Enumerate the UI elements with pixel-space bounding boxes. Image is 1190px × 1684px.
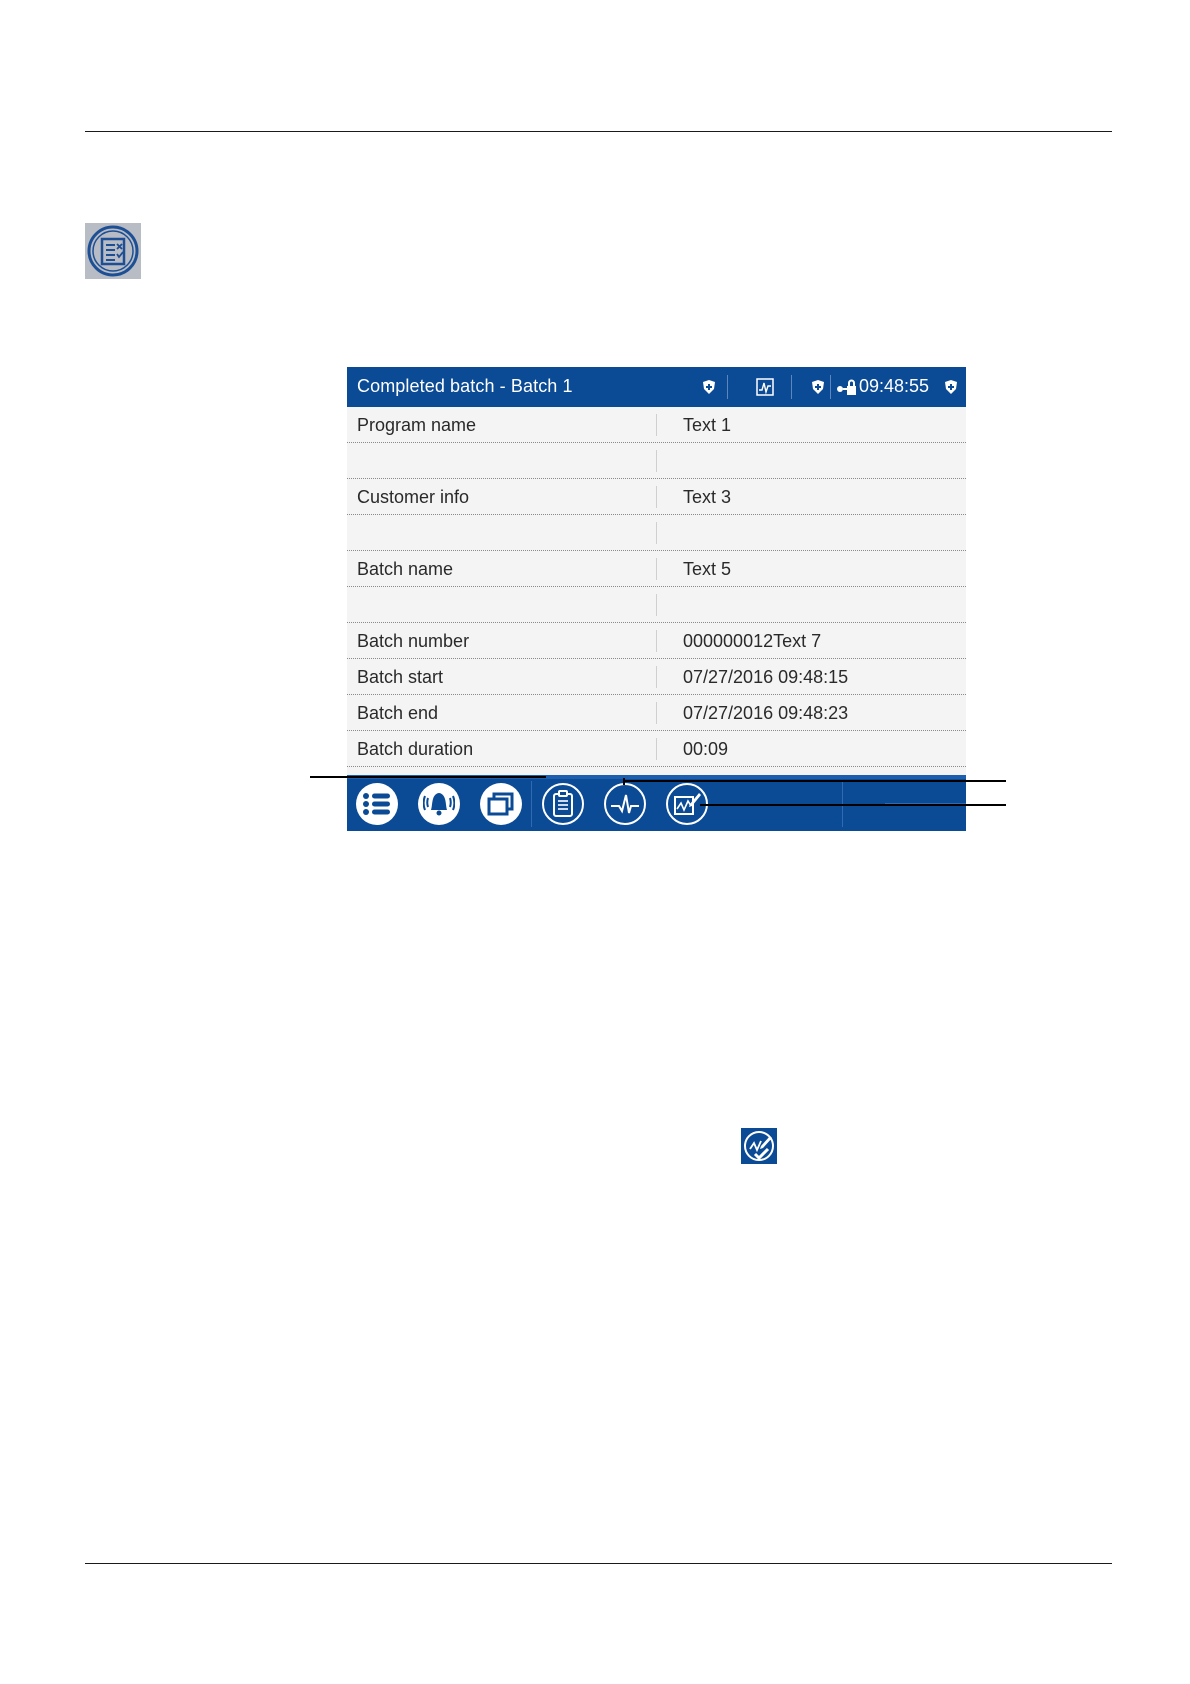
table-row [347, 659, 966, 695]
shield-plus-icon[interactable] [701, 367, 717, 407]
row-value: Text 5 [683, 559, 732, 579]
callout-line [623, 780, 1006, 782]
column-separator [656, 630, 657, 652]
column-separator [656, 702, 657, 724]
trend-icon[interactable] [755, 367, 775, 407]
clock: 09:48:55 [859, 376, 930, 396]
row-label: Batch start [357, 667, 444, 687]
footer-rule [85, 1563, 1112, 1564]
title-separator [791, 375, 792, 399]
row-value: 000000012Text 7 [683, 631, 822, 651]
user-lock-icon[interactable] [835, 367, 857, 407]
row-value: 00:09 [683, 739, 729, 759]
table-row [347, 731, 966, 767]
alarm-bell-icon[interactable] [418, 783, 460, 825]
row-value: 07/27/2016 09:48:15 [683, 667, 849, 687]
clipboard-icon[interactable] [542, 783, 584, 825]
row-label: Customer info [357, 487, 470, 507]
column-separator [656, 486, 657, 508]
table-row [347, 515, 966, 551]
shield-plus-icon[interactable] [943, 367, 959, 407]
row-label: Program name [357, 415, 477, 435]
shield-plus-icon[interactable] [810, 367, 826, 407]
table-row [347, 587, 966, 623]
row-value: 07/27/2016 09:48:23 [683, 703, 849, 723]
row-value: Text 3 [683, 487, 732, 507]
column-separator [656, 738, 657, 760]
row-label: Batch duration [357, 739, 474, 759]
header-rule [85, 131, 1112, 132]
title-separator [727, 375, 728, 399]
title-separator [830, 375, 831, 399]
windows-icon[interactable] [480, 783, 522, 825]
title-bar [347, 367, 966, 407]
device-screen [347, 367, 966, 831]
table-row [347, 407, 966, 443]
table-row [347, 479, 966, 515]
batch-report-icon [85, 223, 141, 279]
column-separator [656, 558, 657, 580]
batch-table [347, 407, 966, 767]
row-label: Batch name [357, 559, 454, 579]
row-label: Batch number [357, 631, 470, 651]
column-separator [656, 522, 657, 544]
table-row [347, 551, 966, 587]
callout-line [310, 776, 546, 778]
nav-bar [347, 775, 966, 831]
table-row [347, 443, 966, 479]
signature-check-icon [741, 1128, 777, 1164]
row-value: Text 1 [683, 415, 732, 435]
column-separator [656, 594, 657, 616]
table-row [347, 695, 966, 731]
column-separator [656, 450, 657, 472]
column-separator [656, 666, 657, 688]
callout-line [700, 804, 1006, 806]
row-label: Batch end [357, 703, 439, 723]
main-menu-icon[interactable] [356, 783, 398, 825]
pulse-icon[interactable] [604, 783, 646, 825]
screen-title: Completed batch - Batch 1 [357, 376, 573, 396]
nav-separator [531, 781, 532, 827]
column-separator [656, 414, 657, 436]
table-row [347, 623, 966, 659]
callout-line [623, 778, 625, 785]
